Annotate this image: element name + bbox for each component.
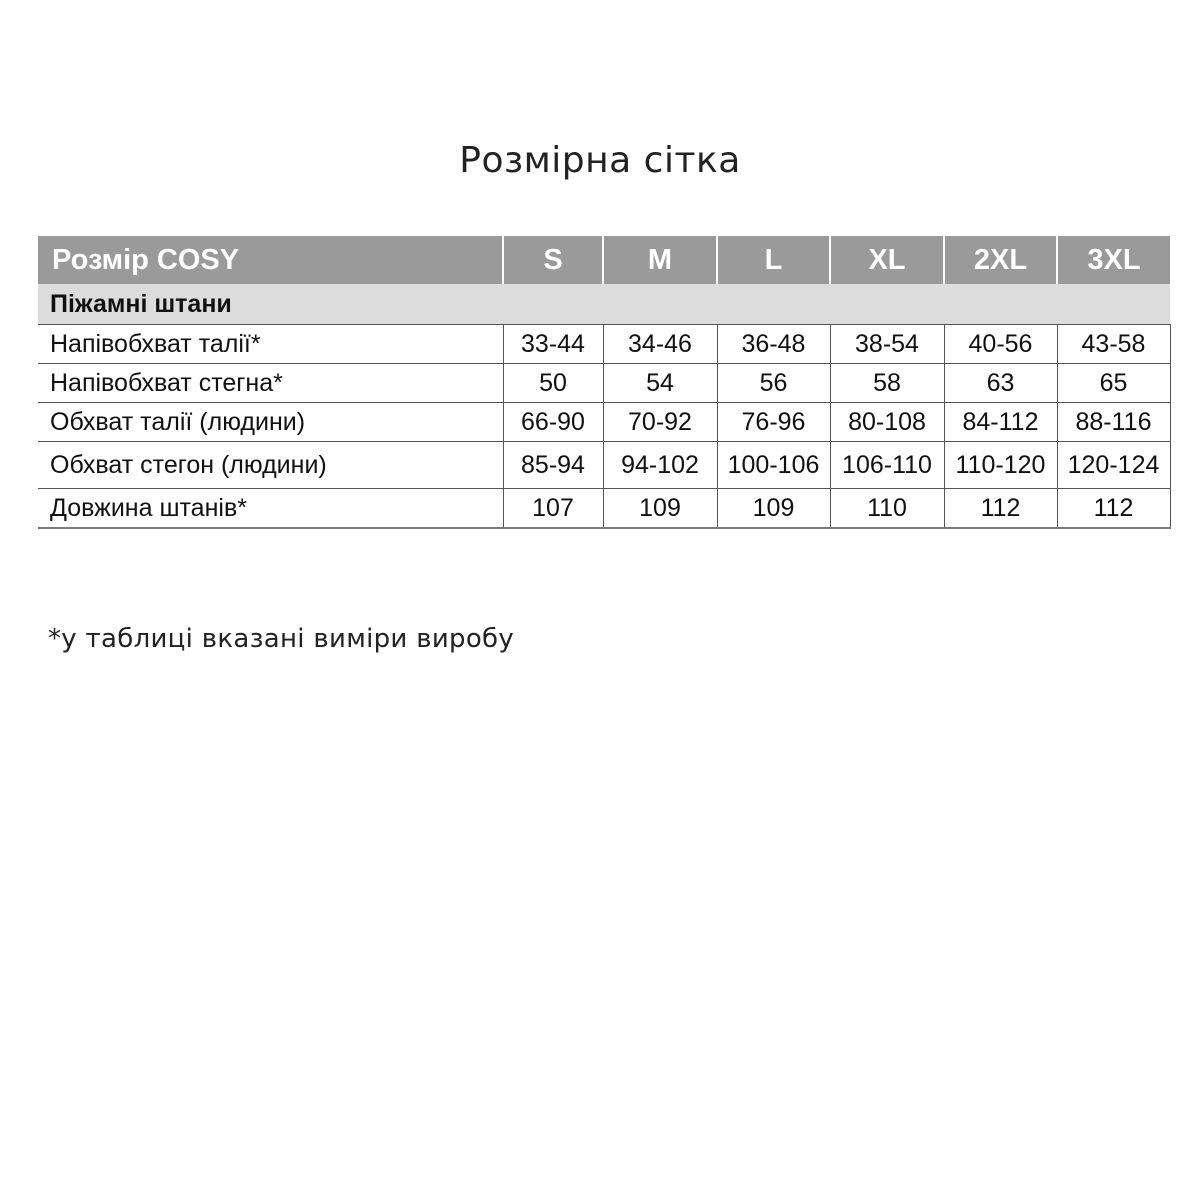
size-header-m: M bbox=[603, 236, 717, 284]
table-row bbox=[38, 364, 1170, 403]
size-header-xl: XL bbox=[830, 236, 944, 284]
table-cell: 107 bbox=[503, 489, 603, 529]
footnote: *у таблиці вказані виміри виробу bbox=[48, 624, 515, 654]
section-row bbox=[38, 284, 1170, 325]
table-row bbox=[38, 442, 1170, 489]
row-label: Напівобхват талії* bbox=[38, 325, 503, 364]
table-cell: 36-48 bbox=[717, 325, 830, 364]
section-title: Піжамні штани bbox=[38, 284, 1170, 325]
row-label: Напівобхват стегна* bbox=[38, 364, 503, 403]
size-header-s: S bbox=[503, 236, 603, 284]
table-cell: 65 bbox=[1057, 364, 1170, 403]
table-cell: 112 bbox=[944, 489, 1057, 529]
table-row bbox=[38, 325, 1170, 364]
table-cell: 76-96 bbox=[717, 403, 830, 442]
size-chart-table bbox=[38, 236, 1171, 529]
table-cell: 106-110 bbox=[830, 442, 944, 489]
size-header-3xl: 3XL bbox=[1057, 236, 1170, 284]
table-cell: 43-58 bbox=[1057, 325, 1170, 364]
table-row bbox=[38, 489, 1170, 529]
row-label: Обхват стегон (людини) bbox=[38, 442, 503, 489]
table-cell: 109 bbox=[603, 489, 717, 529]
table-cell: 84-112 bbox=[944, 403, 1057, 442]
table-cell: 63 bbox=[944, 364, 1057, 403]
table-cell: 56 bbox=[717, 364, 830, 403]
size-header-l: L bbox=[717, 236, 830, 284]
table-cell: 70-92 bbox=[603, 403, 717, 442]
table-cell: 50 bbox=[503, 364, 603, 403]
table-cell: 110 bbox=[830, 489, 944, 529]
table-cell: 38-54 bbox=[830, 325, 944, 364]
table-cell: 66-90 bbox=[503, 403, 603, 442]
table-cell: 80-108 bbox=[830, 403, 944, 442]
table-cell: 34-46 bbox=[603, 325, 717, 364]
table-cell: 88-116 bbox=[1057, 403, 1170, 442]
table-cell: 110-120 bbox=[944, 442, 1057, 489]
table-cell: 85-94 bbox=[503, 442, 603, 489]
table-header-row bbox=[38, 236, 1170, 284]
table-cell: 120-124 bbox=[1057, 442, 1170, 489]
table-cell: 109 bbox=[717, 489, 830, 529]
table-cell: 100-106 bbox=[717, 442, 830, 489]
table-cell: 54 bbox=[603, 364, 717, 403]
size-header-2xl: 2XL bbox=[944, 236, 1057, 284]
table-cell: 58 bbox=[830, 364, 944, 403]
table-cell: 112 bbox=[1057, 489, 1170, 529]
header-label: Розмір COSY bbox=[38, 236, 503, 284]
table-row bbox=[38, 403, 1170, 442]
table-cell: 33-44 bbox=[503, 325, 603, 364]
table-cell: 94-102 bbox=[603, 442, 717, 489]
page-title: Розмірна сітка bbox=[459, 140, 741, 181]
table-cell: 40-56 bbox=[944, 325, 1057, 364]
row-label: Обхват талії (людини) bbox=[38, 403, 503, 442]
row-label: Довжина штанів* bbox=[38, 489, 503, 529]
